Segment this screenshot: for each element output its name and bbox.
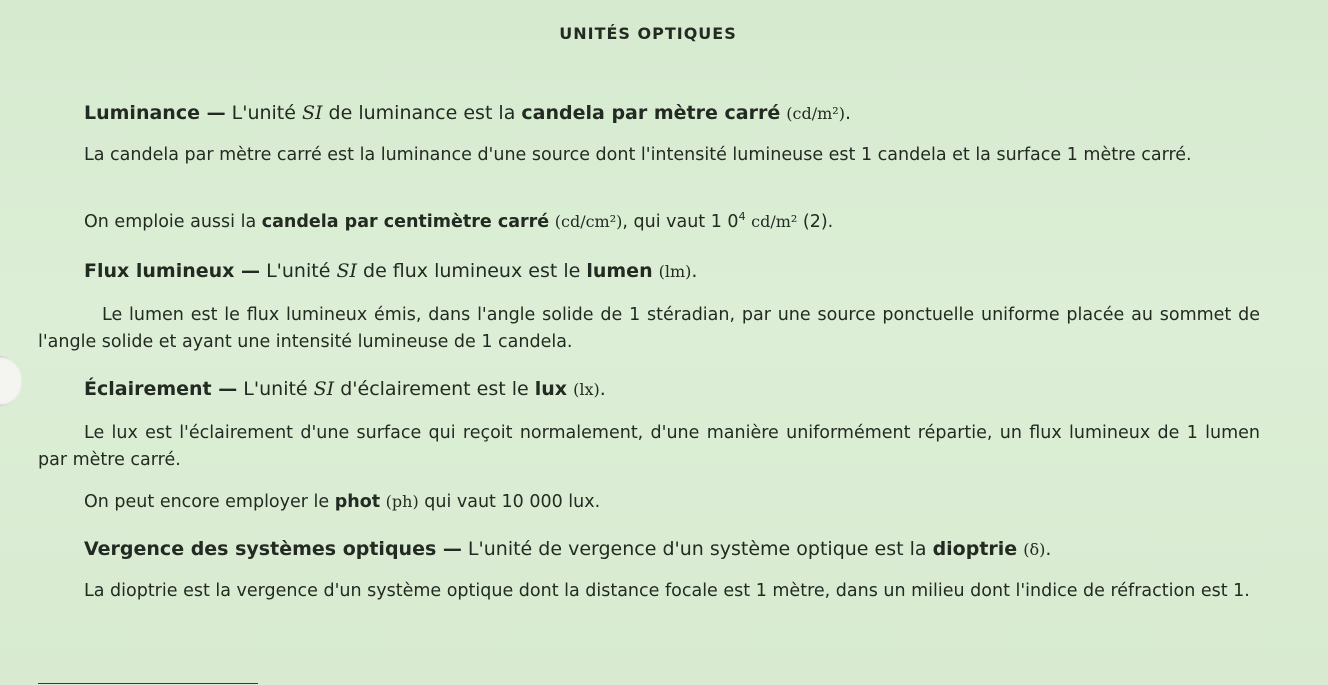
punch-hole: [0, 356, 22, 406]
paragraph-luminance-definition: La candela par mètre carré est la luminance d'une source dont l'intensité lumineuse est 1 candela et la surface 1 mètre carré.: [84, 145, 1192, 165]
heading-vergence: Vergence des systèmes optiques —: [84, 538, 462, 560]
section-luminance: Luminance — L'unité SI de luminance est la candela par mètre carré (cd/m²).: [84, 102, 851, 124]
section-eclairement: Éclairement — L'unité SI d'éclairement est le lux (lx).: [84, 378, 606, 400]
heading-flux-lumineux: Flux lumineux —: [84, 260, 261, 282]
page-title: UNITÉS OPTIQUES: [559, 24, 737, 43]
paragraph-lumen-definition: Le lumen est le flux lumineux émis, dans l'angle solide de 1 stéradian, par une source ponctuelle uniforme placée au sommet de l'angle solide et ayant une intensité lumineuse de 1 candela.: [38, 305, 1260, 352]
heading-luminance: Luminance —: [84, 102, 226, 124]
paragraph-candela-cm2: On emploie aussi la candela par centimètre carré (cd/cm²), qui vaut 1 $0^4$ cd/m² (2).: [84, 210, 834, 232]
paragraph-phot: On peut encore employer le phot (ph) qui vaut 10 000 lux.: [84, 492, 601, 512]
paragraph-lux-definition: Le lux est l'éclairement d'une surface qui reçoit normalement, d'une manière uniformément répartie, un flux lumineux de 1 lumen par mètre carré.: [38, 423, 1260, 470]
unit-symbol: (cd/m²): [786, 104, 845, 123]
paragraph-dioptrie-definition: La dioptrie est la vergence d'un système optique dont la distance focale est 1 mètre, dans un milieu dont l'indice de réfraction est 1.: [84, 581, 1250, 601]
heading-eclairement: Éclairement —: [84, 378, 238, 400]
si-label: SI: [301, 102, 323, 124]
section-vergence: Vergence des systèmes optiques — L'unité de vergence d'un système optique est la dioptrie (δ).: [84, 538, 1052, 560]
section-flux-lumineux: Flux lumineux — L'unité SI de flux lumineux est le lumen (lm).: [84, 260, 698, 282]
footnote-rule: [38, 683, 258, 684]
